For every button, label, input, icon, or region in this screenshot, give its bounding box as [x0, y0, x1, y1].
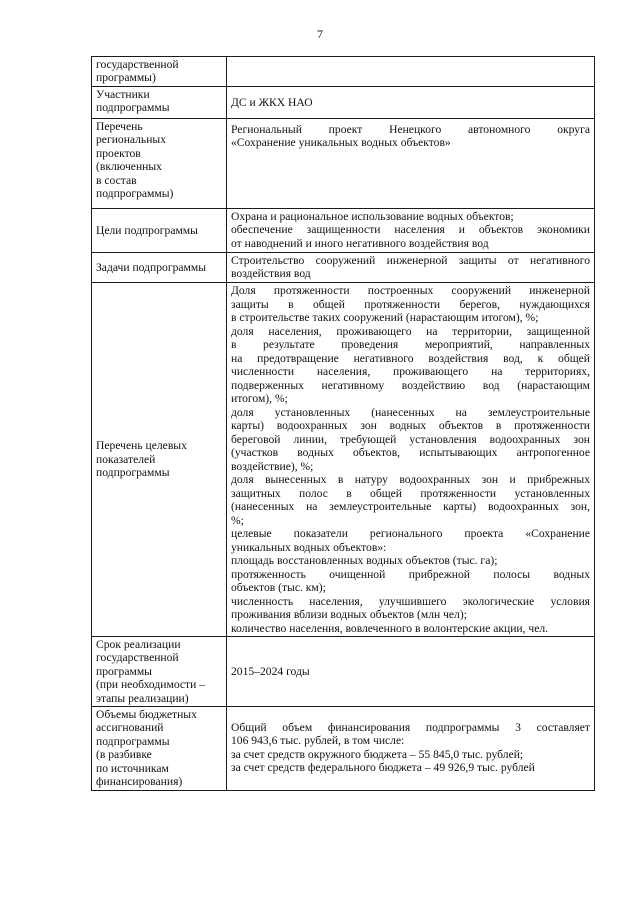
table-row	[92, 283, 595, 637]
value-line: доля населения, проживающего на территории, защищенной	[231, 324, 590, 338]
label-line: Перечень целевых	[96, 439, 187, 453]
value-line: береговой линии, требующей установления водоохранных зон	[231, 432, 590, 446]
value-line: протяженность очищенной прибрежной полосы водных	[231, 567, 590, 581]
value-line: итогом), %;	[231, 392, 288, 405]
value-line: объектов (тыс. км);	[231, 581, 326, 594]
label-line: Участники	[96, 88, 150, 101]
label-line: (при необходимости –	[96, 678, 206, 692]
label-line: Цели подпрограммы	[96, 223, 198, 237]
value-line: карты) водоохранных зон водных объектов в протяженности	[231, 419, 590, 432]
value-budget-allocations	[227, 707, 595, 791]
value-line: целевые показатели регионального проекта «Сохранение	[231, 527, 590, 540]
value-goals	[227, 209, 595, 253]
value-line: защитных полос в общей протяженности установленных	[231, 486, 590, 500]
label-line: программы	[96, 664, 152, 678]
table-row	[92, 209, 595, 253]
value-line: 106 943,6 тыс. рублей, в том числе:	[231, 734, 405, 748]
table-row	[92, 707, 595, 791]
label-participants	[92, 87, 227, 119]
value-line: количество населения, вовлеченного в волонтерские акции, чел.	[231, 621, 549, 635]
value-participants: ДС и ЖКХ НАО	[227, 87, 595, 119]
label-line: государственной	[96, 651, 179, 665]
value-regional-projects	[227, 119, 595, 209]
label-line: финансирования)	[96, 775, 183, 789]
table-row	[92, 87, 595, 119]
value-line: от наводнений и иного негативного воздействия вод	[231, 236, 489, 250]
label-line: Перечень	[96, 120, 143, 133]
value-line: %;	[231, 513, 244, 527]
value-line: в строительстве таких сооружений (нарастающим итогом), %;	[231, 311, 539, 324]
label-line: (включенных	[96, 160, 162, 174]
value-line: обеспечение защищенности населения и объектов экономики	[231, 223, 590, 237]
table-row	[92, 119, 595, 209]
value-line: Строительство сооружений инженерной защиты от негативного	[231, 254, 590, 267]
value-line: (нанесенных на землеустроительные карты) водоохранных зон,	[231, 500, 590, 513]
label-line: Объемы бюджетных	[96, 708, 197, 722]
label-line: подпрограммы)	[96, 187, 174, 201]
label-budget-allocations	[92, 707, 227, 791]
label-goals	[92, 209, 227, 253]
value-line: воздействие), %;	[231, 459, 314, 473]
value-line: (участков водных объектов, испытывающих антропогенное	[231, 446, 590, 459]
value-line: площадь восстановленных водных объектов (тыс. га);	[231, 554, 498, 567]
label-line: Срок реализации	[96, 638, 181, 651]
value-implementation-period: 2015–2024 годы	[227, 637, 595, 707]
value-line: Общий объем финансирования подпрограммы 3 составляет	[231, 721, 590, 735]
label-line: региональных	[96, 133, 167, 147]
label-line: подпрограммы	[96, 101, 170, 115]
label-tasks	[92, 253, 227, 283]
label-line: программы)	[96, 71, 156, 85]
value-line: доля установленных (нанесенных на землеустроительные	[231, 405, 590, 419]
value-line: в результате проведения мероприятий, направленных	[231, 338, 590, 351]
label-line: этапы реализации)	[96, 691, 189, 705]
table-row	[92, 253, 595, 283]
label-line: ассигнований	[96, 721, 164, 735]
value-line: Доля протяженности построенных сооружений инженерной	[231, 284, 590, 297]
table-row	[92, 57, 595, 87]
value-tasks	[227, 253, 595, 283]
page-number: 7	[317, 27, 323, 41]
value-target-indicators	[227, 283, 595, 637]
value-line: подверженных негативному воздействию вод (нарастающим	[231, 378, 590, 392]
label-line: Задачи подпрограммы	[96, 260, 206, 274]
label-line: подпрограммы	[96, 734, 170, 748]
label-state-program-cont	[92, 57, 227, 87]
label-regional-projects	[92, 119, 227, 209]
table-row	[92, 637, 595, 707]
value-line: Региональный проект Ненецкого автономного округа	[231, 123, 590, 136]
value-line: за счет средств федерального бюджета – 49 926,9 тыс. рублей	[231, 761, 535, 775]
label-line: показателей	[96, 452, 156, 466]
value-line: доля вынесенных в натуру водоохранных зон и прибрежных	[231, 473, 590, 486]
label-implementation-period	[92, 637, 227, 707]
value-line: «Сохранение уникальных водных объектов»	[231, 136, 451, 150]
label-line: в состав	[96, 173, 137, 187]
value-line: за счет средств окружного бюджета – 55 845,0 тыс. рублей;	[231, 747, 524, 761]
value-line: на предотвращение негативного воздействия вод, к общей	[231, 351, 590, 365]
value-line: численности населения, проживающего на территориях,	[231, 365, 590, 378]
label-line: по источникам	[96, 761, 169, 775]
value-empty	[227, 57, 595, 87]
value-line: воздействия вод	[231, 267, 311, 281]
value-line: защиты в общей протяженности берегов, нуждающихся	[231, 297, 590, 311]
value-line: численность населения, улучшившего экологические условия	[231, 594, 590, 608]
subprogram-passport-table	[91, 56, 595, 791]
label-line: государственной	[96, 58, 179, 71]
value-line: уникальных водных объектов»:	[231, 540, 387, 554]
value-line: Охрана и рациональное использование водных объектов;	[231, 210, 514, 223]
label-target-indicators	[92, 283, 227, 637]
value-line: проживания вблизи водных объектов (млн чел);	[231, 608, 467, 621]
label-line: (в разбивке	[96, 748, 152, 762]
label-line: подпрограммы	[96, 466, 170, 480]
label-line: проектов	[96, 146, 141, 160]
